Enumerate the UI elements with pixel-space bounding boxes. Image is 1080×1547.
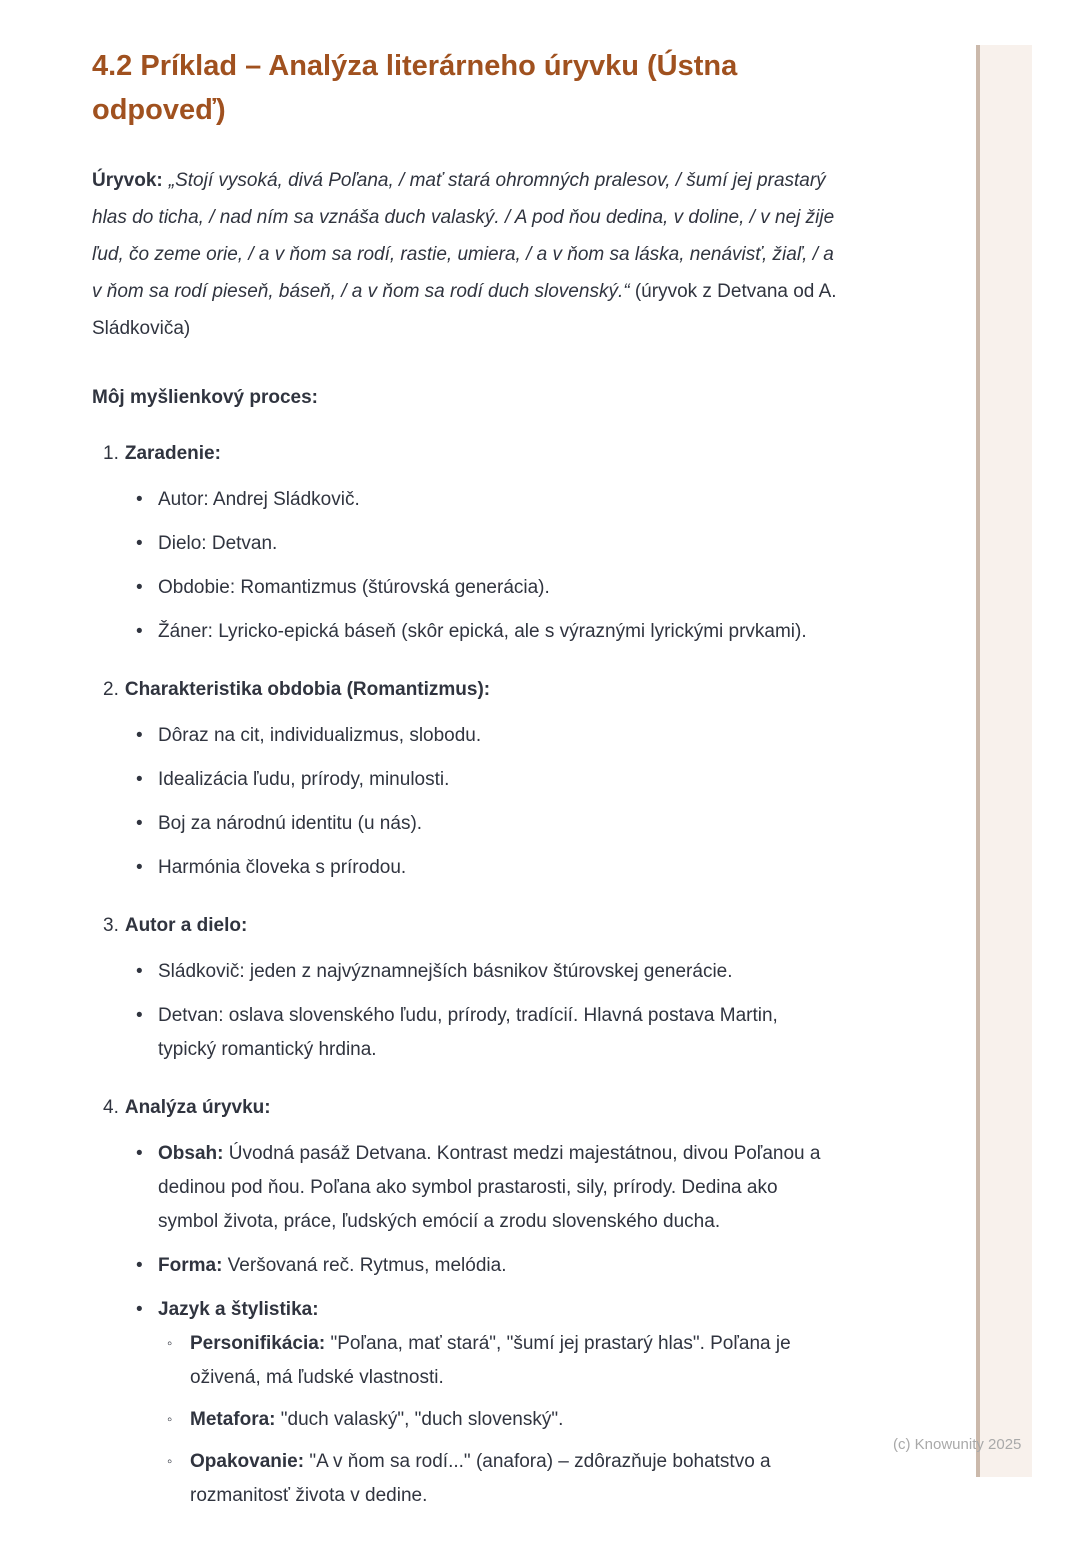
excerpt-paragraph (92, 162, 840, 347)
sub-list-item-body (190, 1445, 840, 1513)
bullet-icon: • (136, 961, 143, 982)
list-item-bold: Obsah: (158, 1143, 224, 1164)
sub-bullet-list (158, 1327, 840, 1513)
section-head (103, 439, 840, 469)
sub-bullet-icon: ◦ (167, 1411, 173, 1428)
sub-list-item-body (190, 1327, 840, 1395)
list-item-body (158, 483, 840, 517)
section (103, 675, 840, 885)
list-item-body (158, 807, 840, 841)
bullet-icon: • (136, 1005, 143, 1026)
list-item (136, 851, 840, 885)
list-item-body (158, 719, 840, 753)
sub-list-item (167, 1445, 840, 1513)
sub-list-item-body (190, 1403, 840, 1437)
list-item (136, 955, 840, 989)
sub-list-item-text: "duch valaský", "duch slovenský". (275, 1409, 564, 1430)
section-title: Charakteristika obdobia (Romantizmus): (124, 679, 491, 700)
bullet-icon: • (136, 725, 143, 746)
excerpt-source: (úryvok z Detvana od A. Sládkoviča) (92, 281, 837, 339)
watermark: (c) Knowunity 2025 (893, 1436, 1022, 1453)
bullet-icon: • (136, 857, 143, 878)
bullet-icon: • (136, 577, 143, 598)
list-item-text: Harmónia človeka s prírodou. (158, 857, 407, 878)
list-item (136, 1137, 840, 1239)
sub-list-item-text: "A v ňom sa rodí..." (anafora) – zdôrazňuje bohatstvo a rozmanitosť života v dedine. (190, 1451, 771, 1506)
list-item-text: Autor: Andrej Sládkovič. (158, 489, 360, 510)
process-heading: Môj myšlienkový proces: (92, 387, 318, 408)
list-item (136, 807, 840, 841)
list-item-text: Detvan: oslava slovenského ľudu, prírody, tradícií. Hlavná postava Martin, typický romantický hrdina. (158, 1005, 778, 1060)
bullet-icon: • (136, 1255, 143, 1276)
side-stripe (976, 45, 1032, 1477)
sub-list-item (167, 1327, 840, 1395)
section-number: 1. (103, 443, 119, 464)
section-number: 3. (103, 915, 119, 936)
sub-bullet-icon: ◦ (167, 1453, 173, 1470)
list-item-body (158, 999, 840, 1067)
bullet-icon: • (136, 769, 143, 790)
sub-bullet-icon: ◦ (167, 1335, 173, 1352)
list-item-body (158, 1249, 840, 1283)
section-number: 4. (103, 1097, 119, 1118)
bullet-list (103, 1137, 840, 1521)
section (103, 439, 840, 649)
list-item-text: Boj za národnú identitu (u nás). (158, 813, 423, 834)
list-item-bold: Forma: (158, 1255, 223, 1276)
list-item (136, 1293, 840, 1521)
sub-list-item-bold: Opakovanie: (190, 1451, 305, 1472)
sections-list (92, 439, 840, 1521)
sub-list-item (167, 1403, 840, 1437)
list-item-body (158, 763, 840, 797)
list-item-body (158, 571, 840, 605)
list-item (136, 615, 840, 649)
bullet-icon: • (136, 489, 143, 510)
list-item-bold: Jazyk a štylistika: (158, 1299, 319, 1320)
bullet-icon: • (136, 813, 143, 834)
list-item-text: Dielo: Detvan. (158, 533, 278, 554)
section-title: Analýza úryvku: (124, 1097, 271, 1118)
content (92, 44, 840, 1547)
list-item (136, 571, 840, 605)
list-item-body (158, 615, 840, 649)
list-item-text: Dôraz na cit, individualizmus, slobodu. (158, 725, 482, 746)
list-item-body (158, 1137, 840, 1239)
list-item (136, 483, 840, 517)
excerpt-text: „Stojí vysoká, divá Poľana, / mať stará ohromných pralesov, / šumí jej prastarý hlas do ticha, / nad ním sa vznáša duch valaský. / A pod ňou dedina, v doline, / v nej žije ľud, čo zeme orie, / a v ňom sa rodí, rastie, umiera, / a v ňom sa láska, nenávisť, žiaľ, / a v ňom sa rodí pieseň, báseň, / a v ňom sa rodí duch slovenský.“ (92, 170, 835, 302)
list-item (136, 999, 840, 1067)
list-item-text: Veršovaná reč. Rytmus, melódia. (222, 1255, 507, 1276)
list-item (136, 527, 840, 561)
list-item (136, 763, 840, 797)
section-title: Autor a dielo: (124, 915, 248, 936)
page-title: 4.2 Príklad – Analýza literárneho úryvku (Ústna odpoveď) (92, 50, 738, 126)
bullet-icon: • (136, 621, 143, 642)
section-number: 2. (103, 679, 119, 700)
section-head (103, 1093, 840, 1123)
section-title: Zaradenie: (124, 443, 221, 464)
excerpt-label: Úryvok: (92, 170, 163, 191)
list-item-text: Žáner: Lyricko-epická báseň (skôr epická, ale s výraznými lyrickými prvkami). (158, 621, 807, 642)
list-item-body (158, 1293, 840, 1521)
sub-list-item-bold: Metafora: (190, 1409, 276, 1430)
section (103, 911, 840, 1067)
list-item-text: Sládkovič: jeden z najvýznamnejších básnikov štúrovskej generácie. (158, 961, 733, 982)
bullet-icon: • (136, 1143, 143, 1164)
bullet-icon: • (136, 1299, 143, 1320)
list-item-body (158, 851, 840, 885)
section (103, 1093, 840, 1521)
section-head (103, 675, 840, 705)
list-item-text: Úvodná pasáž Detvana. Kontrast medzi majestátnou, divou Poľanou a dedinou pod ňou. Poľana ako symbol prastarosti, sily, prírody. Dedina ako symbol života, práce, ľudských emócií a zrodu slovenského ducha. (158, 1143, 821, 1232)
section-head (103, 911, 840, 941)
list-item (136, 1249, 840, 1283)
list-item-text: Idealizácia ľudu, prírody, minulosti. (158, 769, 450, 790)
bullet-list (103, 955, 840, 1067)
list-item-text: Obdobie: Romantizmus (štúrovská generácia). (158, 577, 550, 598)
bullet-icon: • (136, 533, 143, 554)
bullet-list (103, 719, 840, 885)
list-item-body (158, 955, 840, 989)
bullet-list (103, 483, 840, 649)
sub-list-item-bold: Personifikácia: (190, 1333, 326, 1354)
sub-list-item-text: "Poľana, mať stará", "šumí jej prastarý hlas". Poľana je oživená, má ľudské vlastnosti. (190, 1333, 791, 1388)
list-item-body (158, 527, 840, 561)
list-item (136, 719, 840, 753)
